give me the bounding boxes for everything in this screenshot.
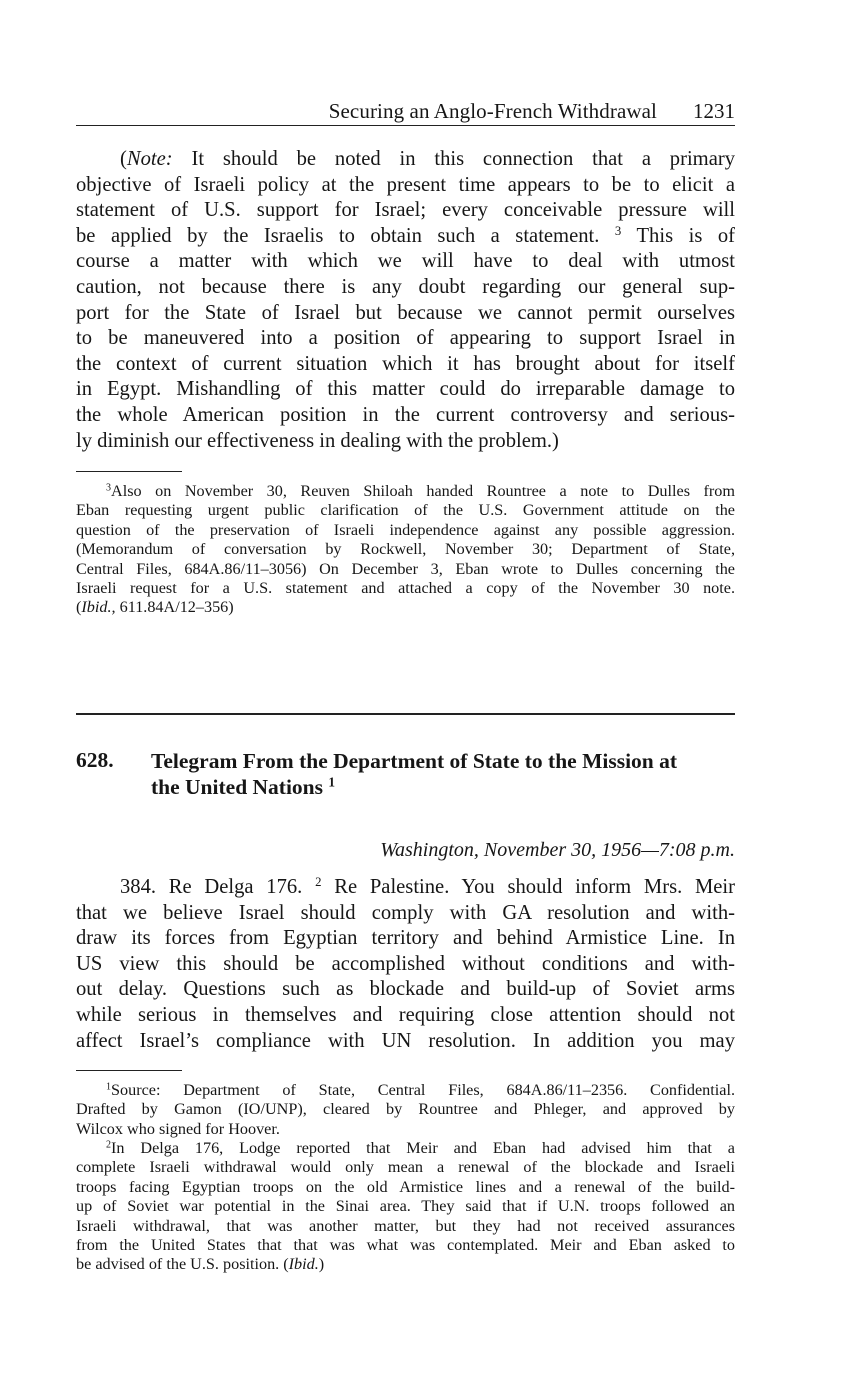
telegram-body bbox=[76, 875, 735, 1054]
note-line: statement of U.S. support for Israel; every conceivable pressure will bbox=[76, 199, 735, 222]
footnote-line: (Ibid., 611.84A/12–356) bbox=[76, 598, 234, 617]
note-line: be applied by the Israelis to obtain such a statement. $^3$ This is of bbox=[76, 223, 736, 247]
body-line: US view this should be accomplished without conditions and with- bbox=[76, 952, 735, 975]
footnote-line: (Memorandum of conversation by Rockwell, November 30; Department of State, bbox=[76, 540, 735, 559]
footnote-line: up of Soviet war potential in the Sinai area. They said that if U.N. troops followed an bbox=[76, 1197, 735, 1216]
note-line: the whole American position in the current controversy and serious- bbox=[76, 403, 735, 426]
note-line: caution, not because there is any doubt regarding our general sup- bbox=[76, 275, 735, 298]
body-line: affect Israel’s compliance with UN resolution. In addition you may bbox=[76, 1029, 735, 1052]
note-label: Note: bbox=[126, 148, 173, 170]
footnote-line: $^2$In Delga 176, Lodge reported that Meir and Eban had advised him that a bbox=[106, 1139, 735, 1157]
footnote-ref-1: 1 bbox=[328, 774, 336, 790]
footnote-line: $^1$Source: Department of State, Central Files, 684A.86/11–2356. Confidential. bbox=[106, 1081, 735, 1099]
footnote-line: from the United States that that was what was contemplated. Meir and Eban asked to bbox=[76, 1235, 735, 1254]
footnote-ref-2: 2 bbox=[315, 874, 322, 889]
note-line: port for the State of Israel but because we cannot permit ourselves bbox=[76, 301, 735, 324]
body-line: out delay. Questions such as blockade and build-up of Soviet arms bbox=[76, 978, 735, 1001]
note-line: ly diminish our effectiveness in dealing with the problem.) bbox=[76, 429, 559, 452]
note-paragraph bbox=[76, 147, 735, 454]
footnote-marker: 2 bbox=[106, 1139, 112, 1151]
document-title: Telegram From the Department of State to the Mission at the United Nations $^1$ bbox=[151, 749, 678, 799]
footnote-3 bbox=[76, 482, 735, 618]
body-line: while serious in themselves and requiring close attention should not bbox=[76, 1003, 735, 1026]
footnote-line: be advised of the U.S. position. (Ibid.) bbox=[76, 1255, 325, 1274]
footnote-ref-3: 3 bbox=[614, 223, 622, 238]
note-line: to be maneuvered into a position of appearing to support Israel in bbox=[76, 327, 735, 350]
body-line: draw its forces from Egyptian territory and behind Armistice Line. In bbox=[76, 927, 735, 950]
footnote-2 bbox=[76, 1139, 735, 1275]
body-line: that we believe Israel should comply with GA resolution and with- bbox=[76, 901, 735, 924]
footnote-line: troops facing Egyptian troops on the old Armistice lines and a renewal of the build- bbox=[76, 1177, 735, 1196]
running-head-title: Securing an Anglo-French Withdrawal bbox=[328, 99, 657, 123]
footnote-line: Wilcox who signed for Hoover. bbox=[76, 1119, 280, 1138]
footnote-line: Central Files, 684A.86/11–3056) On December 3, Eban wrote to Dulles concerning the bbox=[76, 559, 735, 578]
footnote-line: complete Israeli withdrawal would only mean a renewal of the blockade and Israeli bbox=[76, 1158, 735, 1177]
section-divider bbox=[76, 713, 735, 715]
note-line: in Egypt. Mishandling of this matter could do irreparable damage to bbox=[76, 378, 735, 401]
footnote-line: question of the preservation of Israeli independence against any possible aggression. bbox=[76, 520, 735, 539]
footnote-rule bbox=[76, 471, 182, 472]
body-line: 384. Re Delga 176. $^2$ Re Palestine. You should inform Mrs. Meir bbox=[120, 874, 736, 898]
note-line: objective of Israeli policy at the present time appears to be to elicit a bbox=[76, 173, 735, 196]
footnote-1 bbox=[76, 1081, 735, 1139]
note-line: (Note: It should be noted in this connection that a primary bbox=[120, 148, 735, 170]
footnote-line: Eban requesting urgent public clarification of the U.S. Government attitude on the bbox=[76, 501, 735, 520]
dateline: Washington, November 30, 1956—7:08 p.m. bbox=[380, 839, 735, 861]
running-head bbox=[76, 99, 735, 126]
note-line: course a matter with which we will have to deal with utmost bbox=[76, 250, 735, 273]
note-line: the context of current situation which it has brought about for itself bbox=[76, 352, 735, 375]
page-number: 1231 bbox=[693, 99, 735, 123]
footnote-line: Israeli withdrawal, that was another matter, but they had not received assurances bbox=[76, 1216, 735, 1235]
footnote-marker: 3 bbox=[106, 482, 112, 494]
footnote-line: Drafted by Gamon (IO/UNP), cleared by Rountree and Phleger, and approved by bbox=[76, 1100, 735, 1119]
footnote-rule bbox=[76, 1070, 182, 1071]
footnote-line: $^3$Also on November 30, Reuven Shiloah handed Rountree a note to Dulles from bbox=[106, 482, 735, 500]
footnote-line: Israeli request for a U.S. statement and attached a copy of the November 30 note. bbox=[76, 578, 735, 597]
document-number: 628. bbox=[76, 748, 114, 772]
footnote-marker: 1 bbox=[106, 1081, 112, 1093]
